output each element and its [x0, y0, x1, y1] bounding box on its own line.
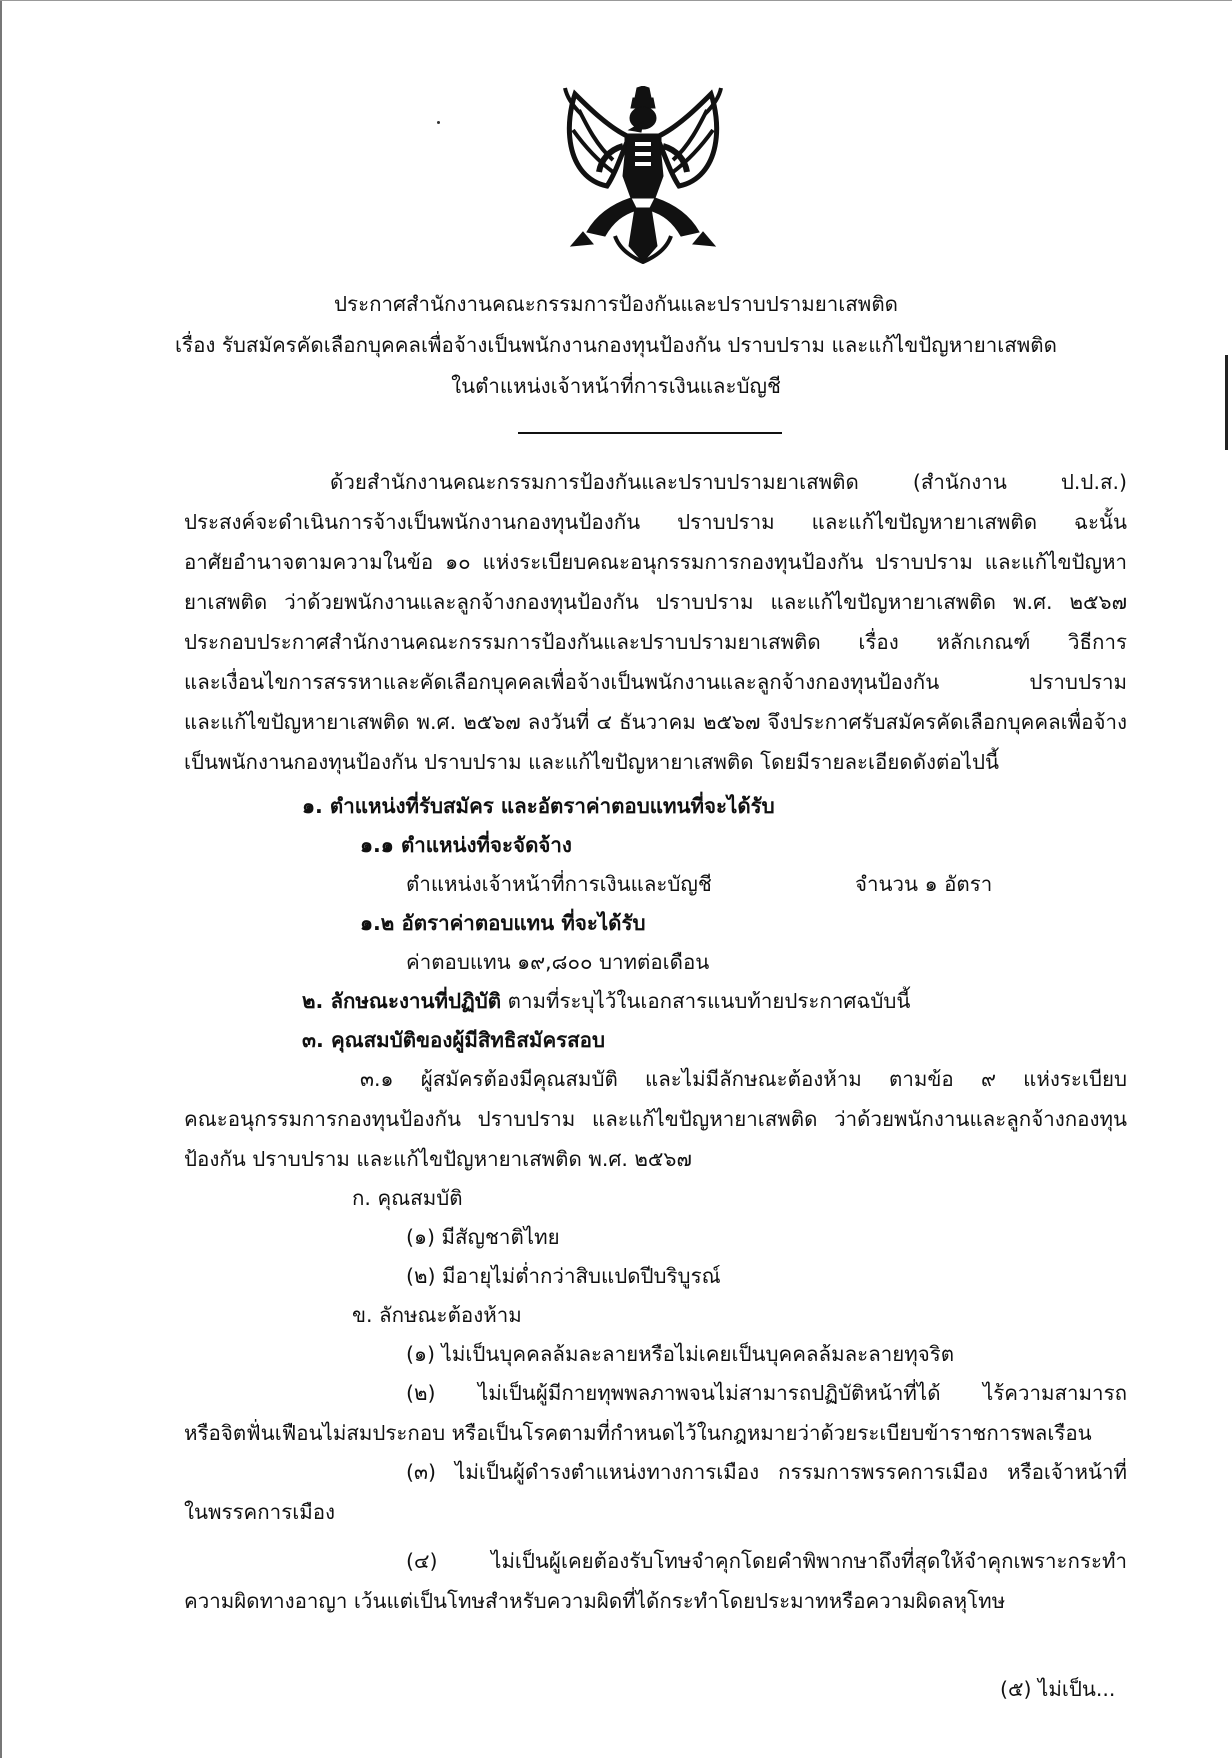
announcement-title: ประกาศสำนักงานคณะกรรมการป้องกันและปราบปรามยาเสพติด	[334, 292, 898, 316]
section-1-2-heading: ๑.๒ อัตราค่าตอบแทน ที่จะได้รับ	[360, 911, 646, 935]
prohibition-item: (๔) ไม่เป็นผู้เคยต้องรับโทษจำคุกโดยคำพิพากษาถึงที่สุดให้จำคุกเพราะกระทำ	[406, 1549, 1127, 1573]
intro-line: อาศัยอำนาจตามความในข้อ ๑๐ แห่งระเบียบคณะอนุกรรมการกองทุนป้องกัน ปราบปราม และแก้ไขปัญหา	[184, 550, 1127, 574]
scan-edge-top	[0, 0, 1232, 1]
qualification-item: (๒) มีอายุไม่ต่ำกว่าสิบแปดปีบริบูรณ์	[406, 1264, 721, 1288]
section-1-1-heading: ๑.๑ ตำแหน่งที่จะจัดจ้าง	[360, 833, 572, 857]
section-2-text: ตามที่ระบุไว้ในเอกสารแนบท้ายประกาศฉบับนี้	[501, 989, 911, 1013]
prohibition-item-cont: หรือจิตฟั่นเฟือนไม่สมประกอบ หรือเป็นโรคตามที่กำหนดไว้ในกฎหมายว่าด้วยระเบียบข้าราชการพลเรือน	[184, 1421, 1092, 1445]
section-1-1-count: จำนวน ๑ อัตรา	[855, 872, 993, 896]
section-1-2-rate: ค่าตอบแทน ๑๙,๘๐๐ บาทต่อเดือน	[406, 950, 710, 974]
announcement-subject: เรื่อง รับสมัครคัดเลือกบุคคลเพื่อจ้างเป็นพนักงานกองทุนป้องกัน ปราบปราม และแก้ไขปัญหายาเสพติด	[175, 333, 1057, 357]
prohibition-item: (๒) ไม่เป็นผู้มีกายทุพพลภาพจนไม่สามารถปฏิบัติหน้าที่ได้ ไร้ความสามารถ	[406, 1381, 1127, 1405]
title-divider	[518, 432, 782, 434]
section-1-heading: ๑. ตำแหน่งที่รับสมัคร และอัตราค่าตอบแทนที่จะได้รับ	[302, 794, 775, 818]
intro-line: และเงื่อนไขการสรรหาและคัดเลือกบุคคลเพื่อจ้างเป็นพนักงานและลูกจ้างกองทุนป้องกัน ปราบปราม	[184, 670, 1127, 694]
intro-line: และแก้ไขปัญหายาเสพติด พ.ศ. ๒๕๖๗ ลงวันที่ ๔ ธันวาคม ๒๕๖๗ จึงประกาศรับสมัครคัดเลือกบุคคลเพื่อจ้าง	[184, 710, 1127, 734]
intro-line: ประกอบประกาศสำนักงานคณะกรรมการป้องกันและปราบปรามยาเสพติด เรื่อง หลักเกณฑ์ วิธีการ	[184, 630, 1127, 654]
section-1-1-position: ตำแหน่งเจ้าหน้าที่การเงินและบัญชี	[406, 872, 712, 896]
section-3-1-line: คณะอนุกรรมการกองทุนป้องกัน ปราบปราม และแก้ไขปัญหายาเสพติด ว่าด้วยพนักงานและลูกจ้างกองทุน	[184, 1107, 1127, 1131]
section-2	[302, 986, 910, 1016]
intro-line: ยาเสพติด ว่าด้วยพนักงานและลูกจ้างกองทุนป้องกัน ปราบปราม และแก้ไขปัญหายาเสพติด พ.ศ. ๒๕๖๗	[184, 590, 1127, 614]
prohibitions-heading: ข. ลักษณะต้องห้าม	[352, 1303, 522, 1327]
prohibition-item-cont: ความผิดทางอาญา เว้นแต่เป็นโทษสำหรับความผิดที่ได้กระทำโดยประมาทหรือความผิดลหุโทษ	[184, 1589, 1006, 1613]
prohibition-item: (๑) ไม่เป็นบุคคลล้มละลายหรือไม่เคยเป็นบุคคลล้มละลายทุจริต	[406, 1342, 955, 1366]
section-3-heading: ๓. คุณสมบัติของผู้มีสิทธิสมัครสอบ	[302, 1028, 606, 1052]
intro-line: ด้วยสำนักงานคณะกรรมการป้องกันและปราบปรามยาเสพติด (สำนักงาน ป.ป.ส.)	[330, 470, 1127, 494]
prohibition-item: (๓) ไม่เป็นผู้ดำรงตำแหน่งทางการเมือง กรรมการพรรคการเมือง หรือเจ้าหน้าที่	[406, 1460, 1127, 1484]
section-3-1-line: ป้องกัน ปราบปราม และแก้ไขปัญหายาเสพติด พ.ศ. ๒๕๖๗	[184, 1147, 692, 1171]
scan-speck	[437, 121, 440, 124]
section-2-heading: ๒. ลักษณะงานที่ปฏิบัติ	[302, 989, 502, 1013]
intro-line: เป็นพนักงานกองทุนป้องกัน ปราบปราม และแก้ไขปัญหายาเสพติด โดยมีรายละเอียดดังต่อไปนี้	[184, 750, 999, 774]
qualification-item: (๑) มีสัญชาติไทย	[406, 1225, 560, 1249]
qualifications-heading: ก. คุณสมบัติ	[352, 1186, 463, 1210]
scan-edge-right	[1225, 355, 1228, 450]
scan-edge-left	[0, 0, 2, 1758]
section-3-1-line: ๓.๑ ผู้สมัครต้องมีคุณสมบัติ และไม่มีลักษณะต้องห้าม ตามข้อ ๙ แห่งระเบียบ	[360, 1067, 1127, 1091]
continuation-marker: (๕) ไม่เป็น...	[1000, 1677, 1116, 1701]
prohibition-item-cont: ในพรรคการเมือง	[184, 1500, 336, 1524]
announcement-position: ในตำแหน่งเจ้าหน้าที่การเงินและบัญชี	[451, 374, 781, 398]
garuda-emblem-icon	[557, 86, 729, 264]
intro-line: ประสงค์จะดำเนินการจ้างเป็นพนักงานกองทุนป้องกัน ปราบปราม และแก้ไขปัญหายาเสพติด ฉะนั้น	[184, 510, 1127, 534]
